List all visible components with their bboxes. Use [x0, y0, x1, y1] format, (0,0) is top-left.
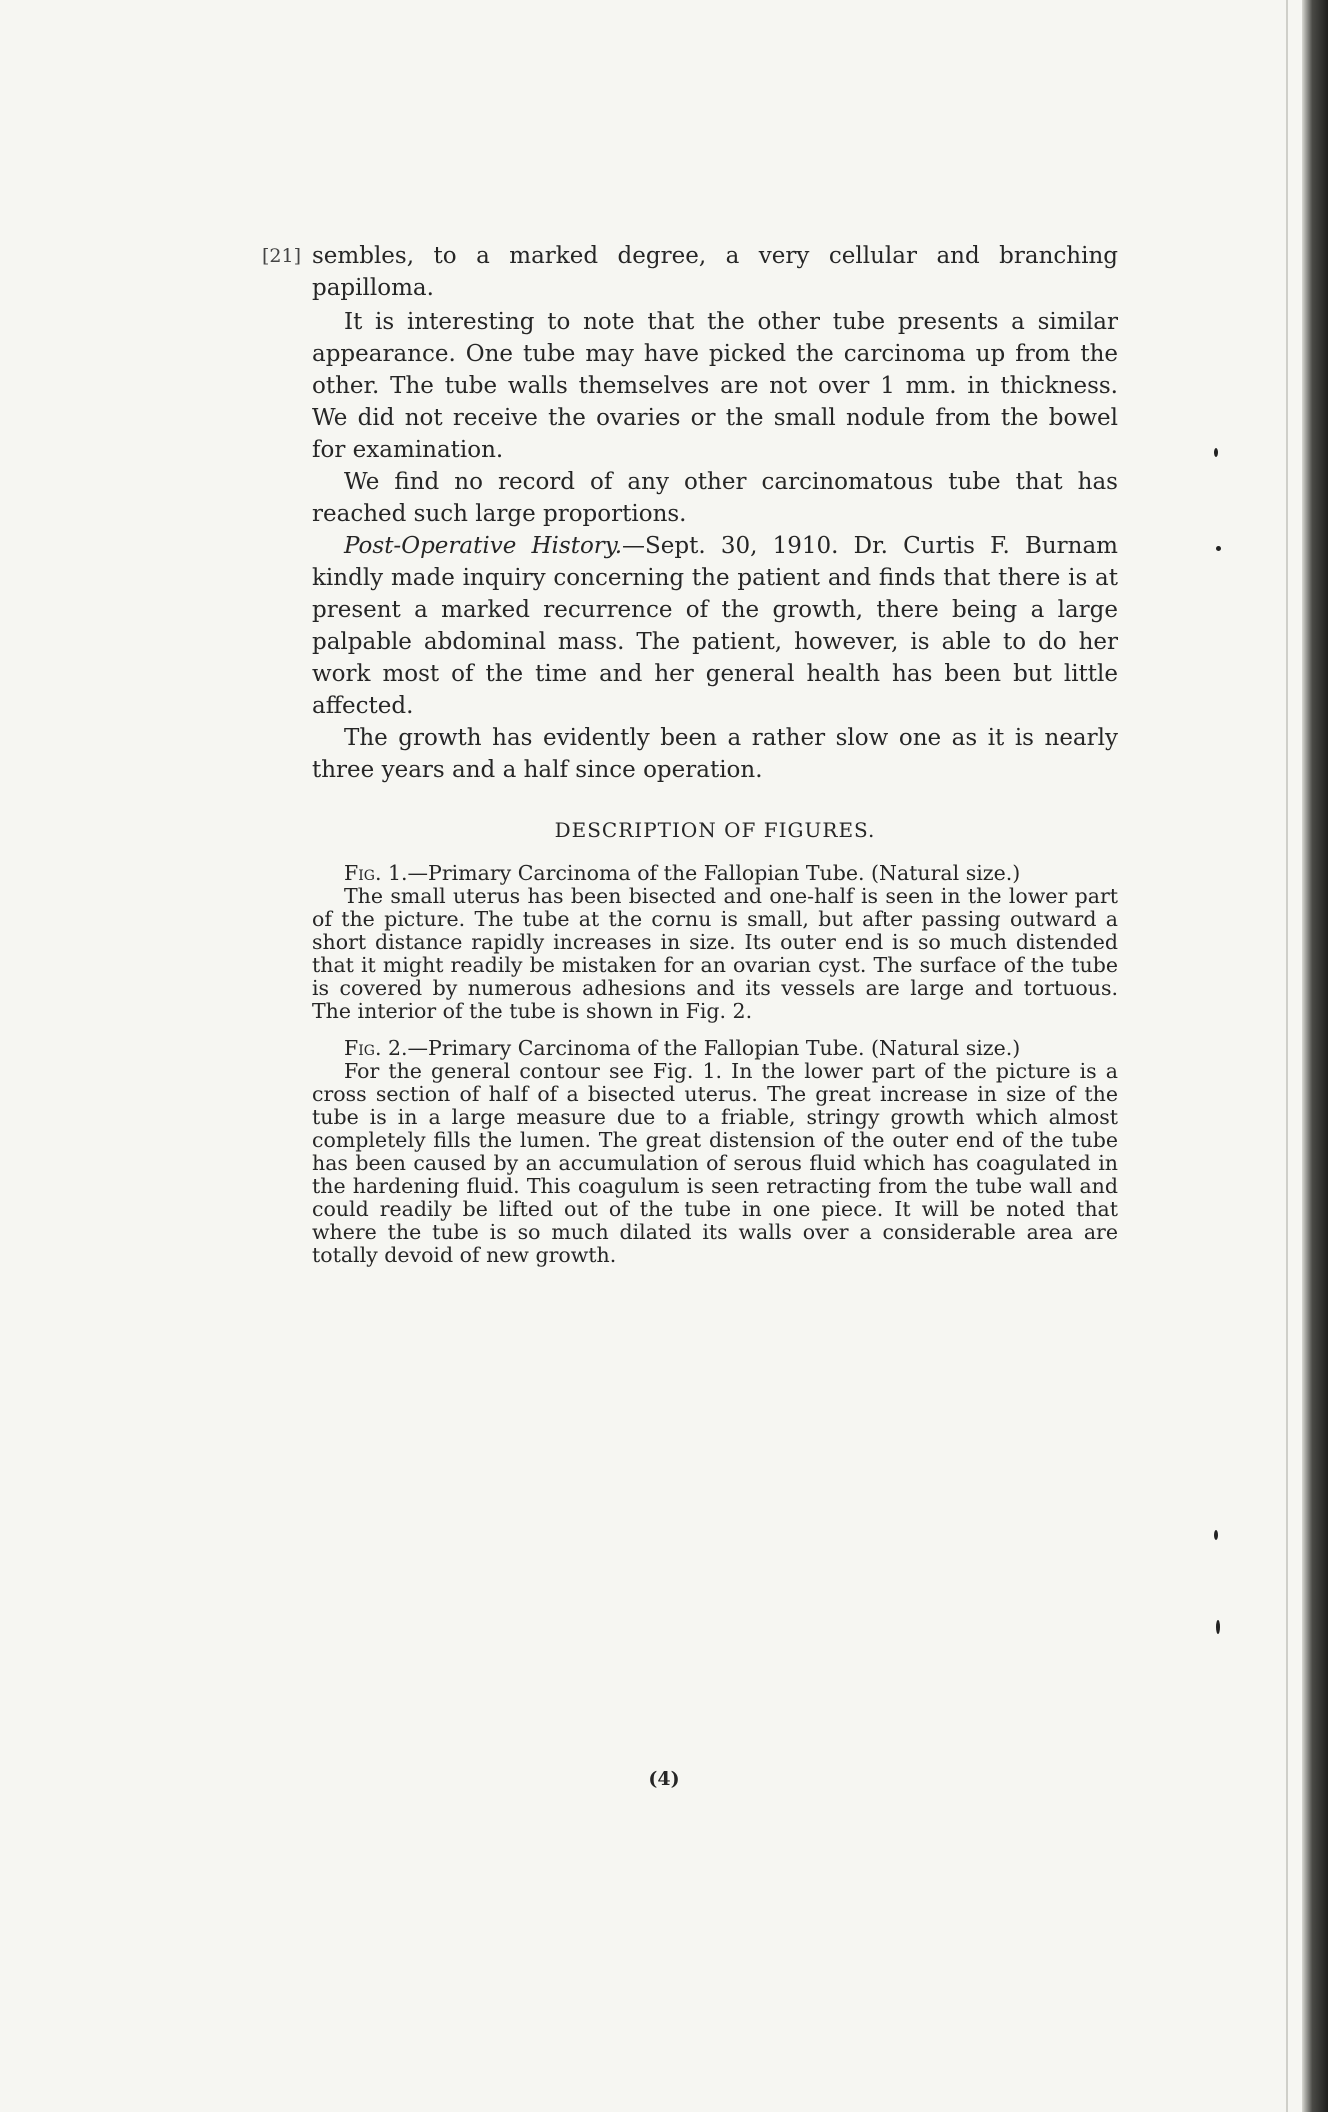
- paragraph-closing: The growth has evidently been a rather slow one as it is nearly three years and a half since operation.: [312, 725, 1118, 783]
- paragraph-post-operative: [312, 530, 1118, 722]
- page-number: (4): [648, 1768, 680, 1790]
- post-operative-label: Post-Operative History.: [344, 533, 623, 559]
- scan-speck: [1214, 1530, 1218, 1540]
- figure-1-caption-text: —Primary Carcinoma of the Fallopian Tube. (Natural size.): [407, 861, 1021, 885]
- figures-section: [312, 862, 1118, 1281]
- figure-1-description: The small uterus has been bisected and one-half is seen in the lower part of the picture. The tube at the cornu is small, but after passing outward a short distance rapidly increases in size. Its outer end is so much distended that it might readily be mistaken for an ovarian cyst. The surface of the tube is covered by numerous adhesions and its vessels are large and tortuous. The interior of the tube is shown in Fig. 2.: [312, 884, 1118, 1023]
- figure-2-block: [312, 1037, 1118, 1267]
- figure-1-block: [312, 862, 1118, 1023]
- scan-speck: [1216, 546, 1221, 551]
- page-edge-shadow: [1302, 0, 1328, 2112]
- figure-1-caption: [312, 862, 1118, 885]
- figure-2-label: Fig. 2.: [344, 1036, 408, 1060]
- page-edge-line: [1286, 0, 1288, 2112]
- continuation-paragraph: sembles, to a marked degree, a very cellular and branching papilloma.: [312, 243, 1118, 301]
- post-operative-text: —Sept. 30, 1910. Dr. Curtis F. Burnam kindly made inquiry concerning the patient and finds that there is at present a marked recurrence of the growth, there being a large palpable abdominal mass. The patient, however, is able to do her work most of the time and her general health has been but little affected.: [312, 533, 1118, 719]
- scan-speck: [1214, 448, 1218, 457]
- figure-2-description: For the general contour see Fig. 1. In the lower part of the picture is a cross section of half of a bisected uterus. The great increase in size of the tube is in a large measure due to a friable, stringy growth which almost completely fills the lumen. The great distension of the outer end of the tube has been caused by an accumulation of serous fluid which has coagulated in the hardening fluid. This coagulum is seen retracting from the tube wall and could readily be lifted out of the tube in one piece. It will be noted that where the tube is so much dilated its walls over a considerable area are totally devoid of new growth.: [312, 1059, 1118, 1267]
- scan-speck: [1216, 1620, 1220, 1634]
- figure-2-caption-text: —Primary Carcinoma of the Fallopian Tube. (Natural size.): [407, 1036, 1021, 1060]
- figure-1-label: Fig. 1.: [344, 861, 408, 885]
- figure-2-caption: [312, 1037, 1118, 1060]
- main-text: [312, 240, 1118, 786]
- paragraph-other-tube: It is interesting to note that the other tube presents a similar appearance. One tube may have picked the carcinoma up from the other. The tube walls themselves are not over 1 mm. in thickness. We did not receive the ovaries or the small nodule from the bowel for examination.: [312, 309, 1118, 463]
- figures-heading: DESCRIPTION OF FIGURES.: [554, 818, 876, 842]
- line-marker: [21]: [262, 245, 302, 267]
- paragraph-no-record: We find no record of any other carcinomatous tube that has reached such large proportions.: [312, 469, 1118, 527]
